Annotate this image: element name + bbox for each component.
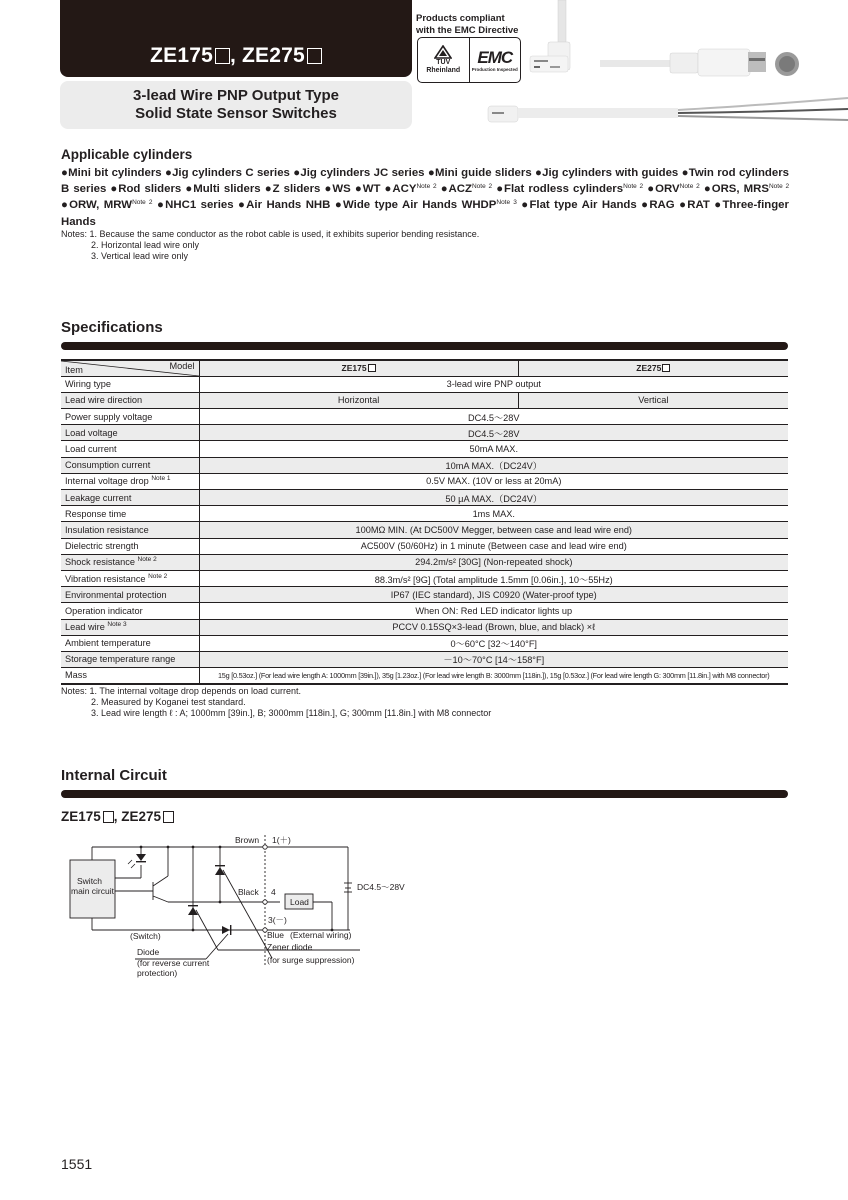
row-value: 294.2m/s² [30G] (Non-repeated shock) (199, 554, 788, 570)
emc-caption-line-1: Products compliant (416, 13, 505, 24)
row-value: 10mA MAX.（DC24V） (199, 457, 788, 473)
table-row (61, 506, 788, 522)
row-value: 88.3m/s² [9G] (Total amplitude 1.5mm [0.06in.], 10～55Hz) (199, 570, 788, 586)
title-model-2: , ZE275 (229, 44, 305, 67)
row-label: Ambient temperature (61, 635, 199, 651)
row-label: Dielectric strength (61, 538, 199, 554)
label-load: Load (290, 897, 309, 907)
applicable-notes (61, 229, 479, 262)
label-external-wiring: (External wiring) (290, 930, 352, 940)
label-main-circuit: main circuit (71, 886, 114, 896)
page-number: 1551 (61, 1156, 93, 1172)
notes-label: Notes: (61, 686, 88, 696)
label-brown: Brown (235, 835, 260, 845)
table-row (61, 668, 788, 684)
row-value: 50mA MAX. (199, 441, 788, 457)
label-zener-note: (for surge suppression) (267, 955, 355, 965)
table-row (61, 651, 788, 667)
table-row (61, 635, 788, 651)
cylinder-item: ●Twin rod cylinders B series (61, 167, 789, 196)
row-label: Lead wire direction (61, 392, 199, 408)
row-label: Load current (61, 441, 199, 457)
title-banner (60, 0, 412, 77)
header-item: Item (65, 364, 83, 375)
tuv-triangle-icon (434, 45, 452, 59)
table-row (61, 376, 788, 392)
note-3: 3. Lead wire length ℓ : A; 1000mm [39in.], B; 3000mm [118in.], G; 300mm [11.8in.] with M8 connector (91, 708, 492, 718)
table-row (61, 425, 788, 441)
note-3: 3. Vertical lead wire only (91, 251, 189, 261)
table-row (61, 619, 788, 635)
label-supply-voltage: DC4.5～28V (357, 882, 405, 892)
row-label: Mass (61, 668, 199, 684)
row-value: 15g [0.53oz.] (For lead wire length A: 1000mm [39in.]), 35g [1.23oz.] (For lead wire length B: 3000mm [118in.]), 15g [0.53oz.] (For lead wire length G: 300mm [11.8in.] with M8 connector) (199, 668, 788, 684)
section-divider (61, 790, 788, 798)
item-model-header (61, 360, 199, 376)
label-diode-note-2: protection) (137, 968, 178, 978)
internal-circuit-heading: Internal Circuit (61, 767, 167, 784)
row-label: Storage temperature range (61, 651, 199, 667)
header-model: Model (169, 361, 195, 371)
cylinder-item: ●Jig cylinders JC series (293, 167, 425, 179)
label-zener: Zener diode (267, 942, 313, 952)
cylinder-item: $●ORV^{Note 2}$ (647, 183, 700, 196)
title-model-1: ZE175 (150, 44, 213, 67)
variant-box-icon (662, 364, 670, 372)
subtitle-banner (60, 81, 412, 129)
cylinder-item: ●Jig cylinders C series (164, 167, 290, 179)
row-value: 3-lead wire PNP output (199, 376, 788, 392)
row-value: 1ms MAX. (199, 506, 788, 522)
cylinder-item: ●WT (354, 183, 381, 196)
cylinder-item: ●Wide type Air Hands $WHDP^{Note 3}$ (334, 199, 517, 212)
header-ze175: ZE175 (199, 360, 518, 376)
table-row (61, 570, 788, 586)
internal-circuit-diagram (60, 830, 420, 990)
header-ze275: ZE275 (518, 360, 788, 376)
label-terminal-1: 1(＋) (272, 835, 291, 845)
table-row (61, 490, 788, 506)
product-photo (470, 0, 848, 135)
row-label: Response time (61, 506, 199, 522)
note-1: 1. Because the same conductor as the robot cable is used, it exhibits superior bending resistance. (89, 229, 480, 239)
variant-box-icon (103, 811, 114, 823)
row-label: Insulation resistance (61, 522, 199, 538)
label-diode: Diode (137, 947, 160, 957)
table-row (61, 409, 788, 425)
row-value: －10～70°C [14～158°F] (199, 651, 788, 667)
cylinder-item: ●Rod sliders (110, 183, 182, 196)
cylinder-item: ●RAG (641, 199, 675, 212)
row-label: Leakage current (61, 490, 199, 506)
emc-caption-line-2: with the EMC Directive (416, 25, 519, 36)
variant-box-icon (307, 48, 322, 64)
row-value-ze275: Vertical (518, 392, 788, 408)
note-1: 1. The internal voltage drop depends on load current. (89, 686, 302, 696)
applicable-cylinders-heading: Applicable cylinders (61, 147, 193, 162)
tuv-logo (418, 38, 469, 82)
applicable-cylinders-list (61, 165, 789, 230)
cylinder-item: ●Flat rodless cylinders$^{Note 2}$ (496, 183, 644, 196)
cylinder-item: ●WS (324, 183, 351, 196)
row-value: DC4.5～28V (199, 409, 788, 425)
specification-notes (61, 686, 491, 719)
note-2: 2. Measured by Koganei test standard. (91, 697, 246, 707)
tuv-text-1: TÜV (436, 59, 451, 66)
row-label: Power supply voltage (61, 409, 199, 425)
subtitle-line-2: Solid State Sensor Switches (135, 105, 337, 122)
table-header-row (61, 360, 788, 376)
label-blue: Blue (267, 930, 285, 940)
label-terminal-4: 4 (271, 887, 276, 897)
cylinder-item: ●Jig cylinders with guides (535, 167, 679, 179)
label-switch: Switch (77, 876, 103, 886)
led-icon (136, 854, 146, 861)
table-row (61, 522, 788, 538)
variant-box-icon (368, 364, 376, 372)
emc-logo-sub: Production Inspected (471, 66, 518, 72)
variant-box-icon (215, 48, 230, 64)
row-value: IP67 (IEC standard), JIS C0920 (Water-proof type) (199, 587, 788, 603)
row-label: Vibration resistance $^{Note 2}$ (61, 570, 199, 586)
label-black: Black (238, 887, 259, 897)
table-row (61, 587, 788, 603)
cylinder-item: $●ACY^{Note 2}$ (384, 183, 437, 196)
cylinder-item: ●Z sliders (264, 183, 321, 196)
cylinder-item: ●Three-finger Hands (61, 199, 789, 228)
table-row (61, 473, 788, 489)
row-label: Consumption current (61, 457, 199, 473)
table-row (61, 441, 788, 457)
row-label: Load voltage (61, 425, 199, 441)
reverse-diode-icon (222, 926, 230, 934)
table-row (61, 457, 788, 473)
label-switch-side: (Switch) (130, 931, 161, 941)
tuv-text-2: Rheinland (426, 67, 461, 74)
cylinder-item: ●NHC1 series (156, 199, 234, 212)
row-value: When ON: Red LED indicator lights up (199, 603, 788, 619)
table-row (61, 554, 788, 570)
row-value: PCCV 0.15SQ×3-lead (Brown, blue, and black) ×ℓ (199, 619, 788, 635)
label-diode-note-1: (for reverse current (137, 958, 210, 968)
table-row (61, 603, 788, 619)
cylinder-item: ●Flat type Air Hands (521, 199, 637, 212)
cylinder-item: ●Air Hands NHB (238, 199, 331, 212)
specifications-table (61, 359, 788, 685)
table-row (61, 392, 788, 408)
row-value: 50 μA MAX.（DC24V） (199, 490, 788, 506)
row-value: DC4.5～28V (199, 425, 788, 441)
emc-logo-text: EMC (477, 47, 513, 67)
row-label: Shock resistance $^{Note 2}$ (61, 554, 199, 570)
cylinder-item: ●Multi sliders (185, 183, 261, 196)
row-label: Operation indicator (61, 603, 199, 619)
row-value: 0.5V MAX. (10V or less at 20mA) (199, 473, 788, 489)
section-divider (61, 342, 788, 350)
cylinder-item: ●ORS, $MRS^{Note 2}$ (703, 183, 790, 196)
cylinder-item: ●ORW, $MRW^{Note 2}$ (61, 199, 153, 212)
row-value: 0～60°C [32～140°F] (199, 635, 788, 651)
notes-label: Notes: (61, 229, 88, 239)
row-label: Environmental protection (61, 587, 199, 603)
page-title (60, 44, 412, 68)
specifications-heading: Specifications (61, 319, 163, 336)
variant-box-icon (163, 811, 174, 823)
row-label: Internal voltage drop $^{Note 1}$ (61, 473, 199, 489)
row-value: AC500V (50/60Hz) in 1 minute (Between case and lead wire end) (199, 538, 788, 554)
row-label: Lead wire $^{Note 3}$ (61, 619, 199, 635)
subtitle-line-1: 3-lead Wire PNP Output Type (132, 87, 339, 104)
row-value-ze175: Horizontal (199, 392, 518, 408)
cylinder-item: ●Mini guide sliders (427, 167, 532, 179)
row-value: 100MΩ MIN. (At DC500V Megger, between case and lead wire end) (199, 522, 788, 538)
cylinder-item: ●Mini bit cylinders (61, 167, 162, 179)
label-terminal-3: 3(－) (268, 915, 287, 925)
cylinder-item: $●ACZ^{Note 2}$ (440, 183, 493, 196)
circuit-model-heading: ZE175 , ZE275 (61, 809, 174, 824)
table-row (61, 538, 788, 554)
cylinder-item: ●RAT (679, 199, 710, 212)
note-2: 2. Horizontal lead wire only (91, 240, 200, 250)
row-label: Wiring type (61, 376, 199, 392)
